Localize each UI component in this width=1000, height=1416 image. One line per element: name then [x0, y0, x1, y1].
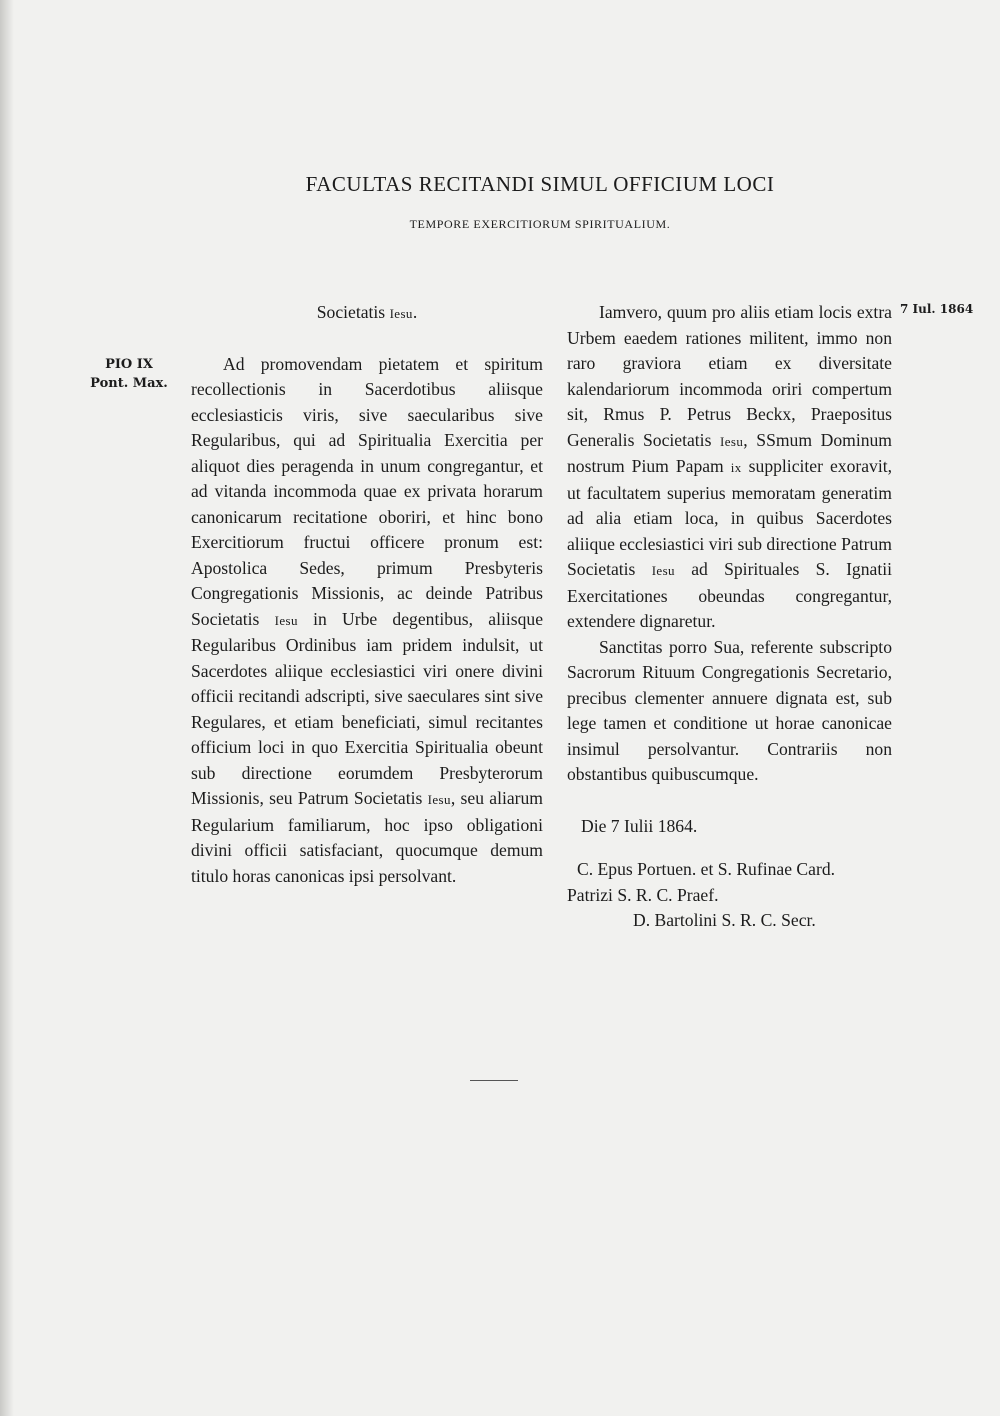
paragraph-1-text-b: in Urbe degentibus, aliisque Regularibus Ordinibus iam pridem indulsit, ut Sacerdotes aliique ecclesiastici viri onere divini officii recitandi adscripti, sive saeculares sint sive Regulares, et etiam beneficiati, simul recitantes officium loci in quo Exercitia Spiritualia obeunt sub directione eorumdem Presbyterorum Missionis, seu Patrum Societatis — [191, 608, 544, 808]
document-title: FACULTAS RECITANDI SIMUL OFFICIUM LOCI — [305, 172, 775, 196]
margin-note-line1: PIO IX — [105, 357, 153, 372]
signature-line-2: Patrizi S. R. C. Praef. — [567, 884, 719, 905]
paragraph-2-smallcaps-2: ix — [730, 460, 742, 475]
heading-text: Societatis — [316, 302, 390, 322]
signature-block — [567, 857, 892, 934]
paragraph-1 — [191, 352, 543, 890]
margin-note-line2: Pont. Max. — [90, 376, 168, 391]
paragraph-1-text-a: Ad promovendam pietatem et spiritum recollectionis in Sacerdotibus aliisque ecclesiasticis viris, sive saecularibus sive Regularibus, qui ad Spiritualia Exercitia per aliquot dies peragenda in unum congregantur, et ad vitanda incommoda quae ex privata horarum canonicarum recitatione oboriri, et hinc bono Exercitiorum fructui officere pronum est: Apostolica Sedes, primum Presbyteris Congregationis Missionis, ac deinde Patribus Societatis — [191, 353, 543, 629]
paragraph-1-text-c: , seu aliarum Regularium familiarum, hoc ipso obligationi divini officii satisfaciant, quocumque demum titulo horas canonicas ipsi persolvant. — [191, 788, 543, 886]
closing-rule — [470, 1080, 518, 1081]
paragraph-1-smallcaps-2: Iesu — [427, 792, 451, 807]
paragraph-2-text-a: Iamvero, quum pro aliis etiam locis extra Urbem eaedem rationes militent, immo non raro graviora etiam ex diversitate kalendariorum incommoda oriri compertum sit, Rmus P. Petrus Beckx, Praepositus Generalis Societatis — [567, 302, 892, 450]
paragraph-1-smallcaps-1: Iesu — [274, 612, 298, 628]
right-column — [567, 300, 892, 934]
paragraph-2-smallcaps-1: Iesu — [720, 433, 744, 449]
margin-note-date: 7 Iul. 1864 — [900, 302, 974, 316]
paragraph-2 — [567, 300, 892, 635]
margin-note-pope — [84, 355, 174, 393]
decree-date: Die 7 Iulii 1864. — [581, 815, 698, 836]
signature-line-1: C. Epus Portuen. et S. Rufinae Card. — [577, 859, 836, 879]
paragraph-2-text-b: , SSmum Dominum nostrum Pium Papam — [567, 429, 892, 476]
signature-line-3: D. Bartolini S. R. C. Secr. — [633, 910, 816, 930]
page-edge-shadow — [0, 0, 14, 1416]
left-column — [191, 300, 543, 889]
heading-smallcaps: Iesu — [389, 306, 413, 321]
paragraph-2-text-d: ad Spirituales S. Ignatii Exercitationes obeundas congregantur, extendere dignaretur. — [567, 559, 892, 631]
paragraph-3: Sanctitas porro Sua, referente subscripto Sacrorum Rituum Congregationis Secretario, precibus clementer annuere dignata est, sub lege tamen et conditione ut horae canonicae insimul persolvantur. Contrariis non obstantibus quibuscumque. — [567, 636, 892, 784]
section-heading — [191, 300, 543, 327]
paragraph-2-smallcaps-3: Iesu — [651, 563, 675, 578]
heading-period: . — [412, 302, 418, 322]
document-subtitle: TEMPORE EXERCITIORUM SPIRITUALIUM. — [409, 217, 671, 231]
paragraph-2-text-c: suppliciter exoravit, ut facultatem superius memoratam generatim ad alia etiam loca, in quibus Sacerdotes aliique ecclesiastici viri sub directione Patrum Societatis — [567, 456, 893, 579]
